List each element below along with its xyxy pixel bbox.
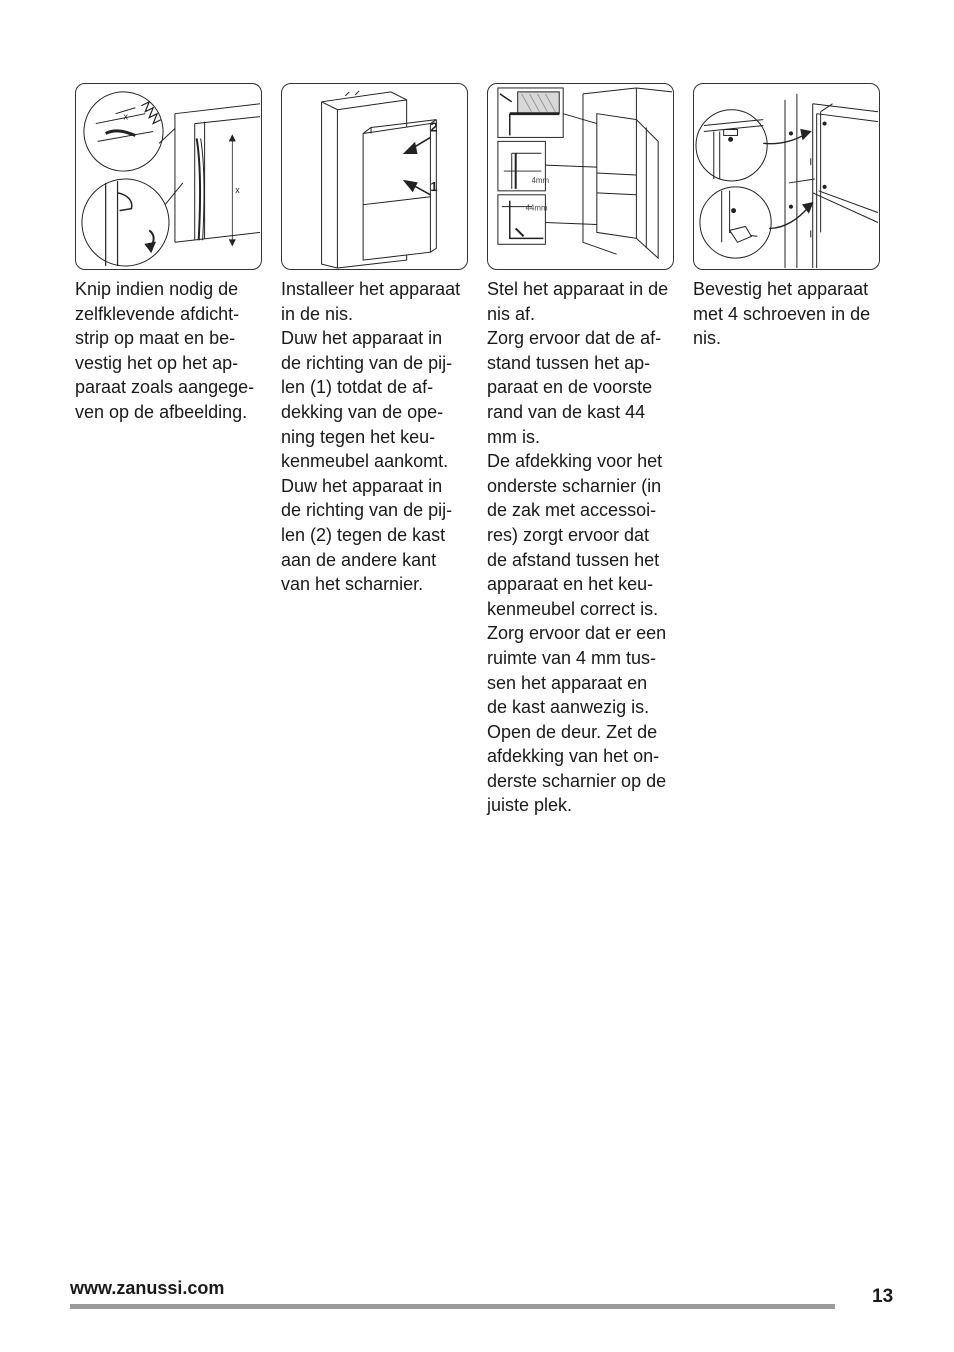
figure-fix-screws bbox=[693, 83, 880, 270]
text-line: Knip indien nodig de bbox=[75, 279, 239, 299]
text-line: juiste plek. bbox=[487, 795, 573, 816]
figure-seal-strip bbox=[75, 83, 262, 270]
text-line: de zak met accessoi- bbox=[487, 500, 657, 521]
text-line: Open de deur. Zet de bbox=[487, 721, 658, 742]
figure-align-appliance bbox=[487, 83, 674, 270]
text-line: nis af. bbox=[487, 303, 536, 324]
text-line: ning tegen het keu- bbox=[281, 426, 436, 447]
footer-divider bbox=[70, 1304, 835, 1309]
text-line: ven op de afbeelding. bbox=[75, 401, 248, 422]
seal-strip-illustration bbox=[76, 84, 261, 269]
footer-website-link[interactable]: www.zanussi.com bbox=[70, 1278, 225, 1298]
arrow-1-label: 1 bbox=[430, 178, 438, 194]
text-line: apparaat en het keu- bbox=[487, 574, 654, 595]
text-line: De afdekking voor het bbox=[487, 451, 663, 472]
strip-length-marker: x bbox=[123, 111, 128, 122]
text-line: paraat en de voorste bbox=[487, 377, 653, 398]
text-line: van het scharnier. bbox=[281, 574, 424, 595]
install-appliance-illustration bbox=[282, 84, 467, 269]
arrow-2-label: 2 bbox=[430, 119, 438, 135]
text-line: Installeer het apparaat bbox=[281, 279, 461, 299]
text-line: de afstand tussen het bbox=[487, 549, 660, 570]
text-line: sen het apparaat en bbox=[487, 672, 648, 693]
text-line: Zorg ervoor dat de af- bbox=[487, 328, 662, 349]
text-line: dekking van de ope- bbox=[281, 401, 444, 422]
text-line: Zorg ervoor dat er een bbox=[487, 623, 667, 644]
page-number: 13 bbox=[872, 1286, 894, 1307]
instruction-column-1 bbox=[75, 277, 267, 425]
text-line: de richting van de pij- bbox=[281, 352, 453, 373]
text-line: kenmeubel correct is. bbox=[487, 598, 659, 619]
text-line: de richting van de pij- bbox=[281, 500, 453, 521]
text-line: vestig het op het ap- bbox=[75, 352, 239, 373]
text-line: onderste scharnier (in bbox=[487, 475, 662, 496]
text-line: ruimte van 4 mm tus- bbox=[487, 647, 657, 668]
text-line: zelfklevende afdicht- bbox=[75, 303, 240, 324]
instruction-column-3 bbox=[487, 277, 679, 818]
text-line: Duw het apparaat in bbox=[281, 328, 443, 349]
text-line: len (2) tegen de kast bbox=[281, 524, 446, 545]
instruction-column-2 bbox=[281, 277, 473, 597]
text-line: in de nis. bbox=[281, 303, 354, 324]
niche-height-marker: x bbox=[235, 184, 240, 195]
text-line: strip op maat en be- bbox=[75, 328, 236, 349]
align-appliance-illustration bbox=[488, 84, 673, 269]
text-line: rand van de kast 44 bbox=[487, 401, 646, 422]
gap-label: 4mm bbox=[531, 175, 550, 185]
text-line: met 4 schroeven in de bbox=[693, 303, 871, 324]
figure-install-appliance bbox=[281, 83, 468, 270]
text-line: paraat zoals aangege- bbox=[75, 377, 255, 398]
text-line: len (1) totdat de af- bbox=[281, 377, 434, 398]
text-line: nis. bbox=[693, 328, 722, 349]
text-line: Bevestig het apparaat bbox=[693, 279, 869, 299]
text-line: mm is. bbox=[487, 426, 540, 447]
text-line: res) zorgt ervoor dat bbox=[487, 524, 650, 545]
fix-screws-illustration bbox=[694, 84, 879, 269]
instruction-column-4 bbox=[693, 277, 885, 351]
text-line: de kast aanwezig is. bbox=[487, 697, 650, 718]
text-line: Duw het apparaat in bbox=[281, 475, 443, 496]
text-line: derste scharnier op de bbox=[487, 770, 667, 791]
text-line: kenmeubel aankomt. bbox=[281, 451, 449, 472]
depth-label: 44mm bbox=[525, 203, 548, 213]
text-line: aan de andere kant bbox=[281, 549, 437, 570]
text-line: afdekking van het on- bbox=[487, 746, 660, 767]
text-line: Stel het apparaat in de bbox=[487, 279, 669, 299]
text-line: stand tussen het ap- bbox=[487, 352, 651, 373]
